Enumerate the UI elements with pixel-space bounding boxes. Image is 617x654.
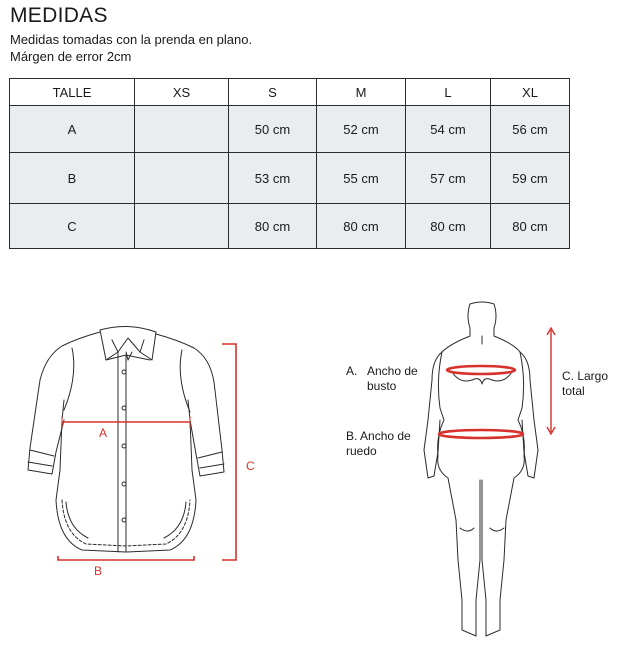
- table-cell: 55 cm: [317, 153, 406, 204]
- table-cell: 57 cm: [406, 153, 491, 204]
- col-header-talle: TALLE: [10, 79, 135, 106]
- legend-a-text: Ancho de busto: [367, 364, 418, 393]
- table-cell: 52 cm: [317, 106, 406, 153]
- table-cell: 80 cm: [229, 204, 317, 249]
- table-cell: 54 cm: [406, 106, 491, 153]
- table-cell: 53 cm: [229, 153, 317, 204]
- measurement-note: Medidas tomadas con la prenda en plano.: [10, 32, 253, 47]
- table-cell: 80 cm: [317, 204, 406, 249]
- legend-c-text: C. Largo total: [562, 369, 609, 398]
- row-label: A: [10, 106, 135, 153]
- col-header-l: L: [406, 79, 491, 106]
- table-cell: 56 cm: [491, 106, 570, 153]
- measure-c-label: C: [246, 459, 255, 473]
- row-label: B: [10, 153, 135, 204]
- measure-b-label: B: [94, 564, 103, 578]
- table-cell: 80 cm: [491, 204, 570, 249]
- table-cell: 50 cm: [229, 106, 317, 153]
- table-cell: 59 cm: [491, 153, 570, 204]
- col-header-s: S: [229, 79, 317, 106]
- measure-a-label: A: [99, 426, 108, 440]
- legend-b-text: B. Ancho de ruedo: [346, 429, 411, 458]
- error-margin-note: Márgen de error 2cm: [10, 49, 132, 64]
- col-header-xs: XS: [135, 79, 229, 106]
- legend-a-key: A.: [346, 364, 358, 378]
- row-label: C: [10, 204, 135, 249]
- col-header-xl: XL: [491, 79, 570, 106]
- col-header-m: M: [317, 79, 406, 106]
- table-cell: 80 cm: [406, 204, 491, 249]
- page-title: MEDIDAS: [10, 4, 108, 27]
